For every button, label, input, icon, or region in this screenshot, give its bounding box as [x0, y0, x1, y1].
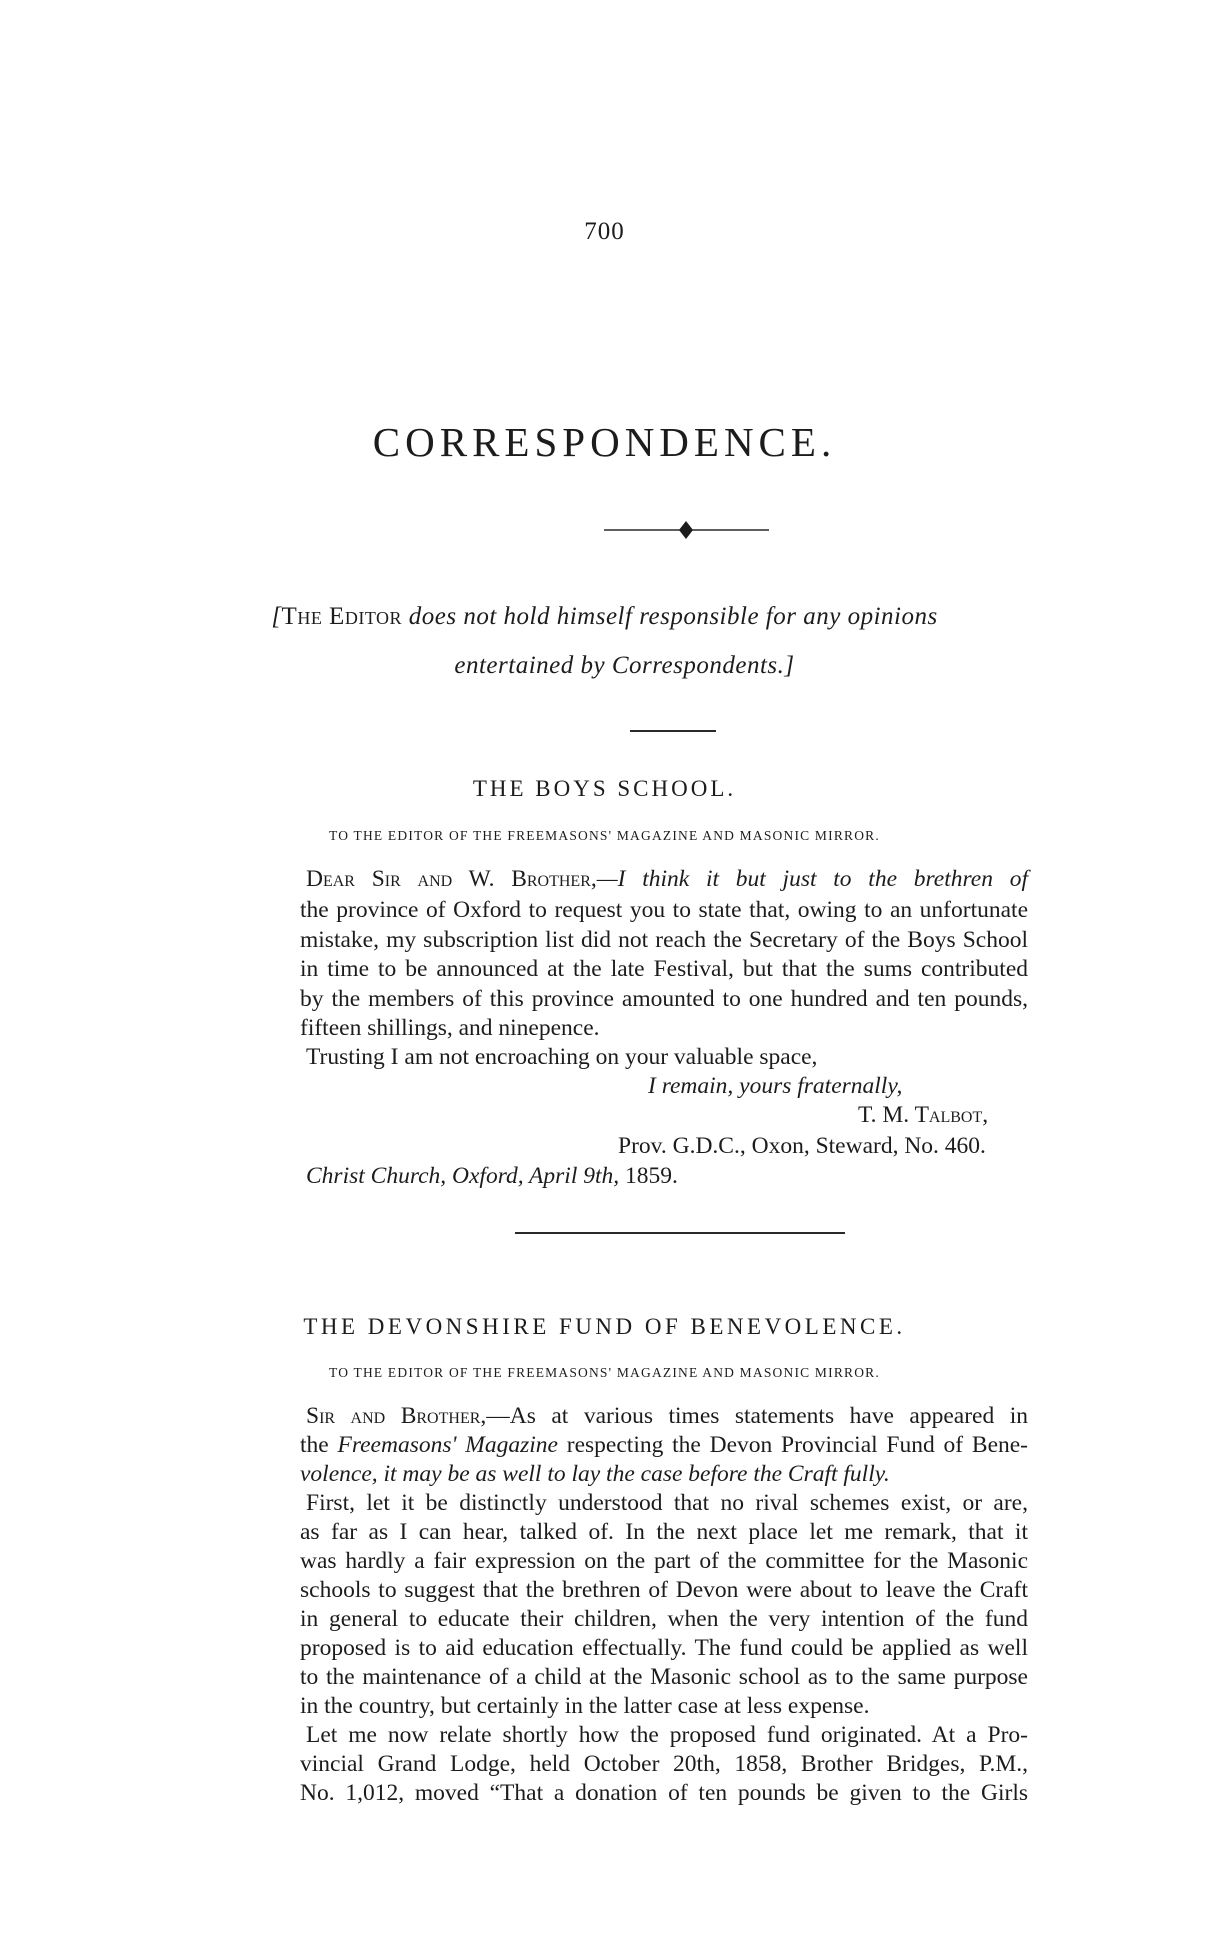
- place-date-line: [306, 1163, 678, 1190]
- letter-address-2: TO THE EDITOR OF THE FREEMASONS' MAGAZINE AND MASONIC MIRROR.: [329, 1365, 880, 1380]
- remain-line: I remain, yours fraternally,: [648, 1073, 903, 1099]
- letter-title-2: THE DEVONSHIRE FUND OF BENEVOLENCE.: [303, 1314, 906, 1339]
- letter-line: to the maintenance of a child at the Masonic school as to the same purpose: [300, 1664, 1028, 1690]
- page-number: 700: [584, 218, 625, 245]
- closing-line: Trusting I am not encroaching on your valuable space,: [306, 1044, 818, 1070]
- salutation: Dear Sir and W. Brother,: [306, 866, 597, 892]
- letter-line: proposed is to aid education effectually. The fund could be applied as well: [300, 1635, 1028, 1661]
- disclaimer-text-2: entertained by Correspondents.: [454, 652, 785, 679]
- disclaimer-line-2: [20, 652, 1209, 680]
- letter-line: schools to suggest that the brethren of Devon were about to leave the Craft: [300, 1577, 1028, 1603]
- letter-line: in time to be announced at the late Festival, but that the sums contributed: [300, 956, 1028, 982]
- signature: T. M. Talbot,: [858, 1102, 989, 1128]
- letter-line: in the country, but certainly in the latter case at less expense.: [300, 1693, 870, 1719]
- letter-line: vincial Grand Lodge, held October 20th, 1858, Brother Bridges, P.M.,: [300, 1751, 1028, 1777]
- letter-line: as far as I can hear, talked of. In the next place let me remark, that it: [300, 1519, 1028, 1545]
- letter-line: Let me now relate shortly how the proposed fund originated. At a Pro-: [306, 1722, 1028, 1748]
- section-heading: CORRESPONDENCE.: [372, 419, 837, 465]
- the-editor-text: The Editor: [281, 603, 403, 630]
- bracket-open: [: [271, 603, 282, 630]
- year: 1859.: [619, 1163, 678, 1189]
- letter-line-text: respecting the Devon Provincial Fund of Bene-: [558, 1432, 1028, 1458]
- signatory-position: Prov. G.D.C., Oxon, Steward, No. 460.: [618, 1133, 986, 1159]
- letter-line: [300, 1432, 1028, 1459]
- letter-line: First, let it be distinctly understood that no rival schemes exist, or are,: [306, 1490, 1028, 1516]
- letter-line-text: —I think it but just to the brethren of: [596, 866, 1028, 892]
- divider-short: [630, 730, 716, 732]
- letter-line: [306, 866, 1028, 893]
- disclaimer-line-1: [0, 603, 1209, 631]
- divider-long: [515, 1232, 845, 1234]
- letter-line-text: —As at various times statements have appeared in: [486, 1403, 1028, 1429]
- diamond-rule-ornament-icon: [604, 518, 769, 542]
- letter-line: fifteen shillings, and ninepence.: [300, 1015, 600, 1041]
- letter-line: was hardly a fair expression on the part of the committee for the Masonic: [300, 1548, 1028, 1574]
- letter-address: TO THE EDITOR OF THE FREEMASONS' MAGAZINE AND MASONIC MIRROR.: [329, 828, 880, 843]
- letter-title: THE BOYS SCHOOL.: [472, 776, 737, 801]
- place-date: Christ Church, Oxford, April 9th,: [306, 1163, 620, 1189]
- letter-line: the province of Oxford to request you to state that, owing to an unfortunate: [300, 897, 1028, 923]
- letter-line: No. 1,012, moved “That a donation of ten pounds be given to the Girls: [300, 1780, 1028, 1806]
- letter-line: volence, it may be as well to lay the case before the Craft fully.: [300, 1461, 890, 1487]
- letter-line: in general to educate their children, when the very intention of the fund: [300, 1606, 1028, 1632]
- salutation-2: Sir and Brother,: [306, 1403, 487, 1429]
- bracket-close: ]: [784, 652, 795, 679]
- letter-line: [306, 1403, 1028, 1430]
- letter-line: mistake, my subscription list did not reach the Secretary of the Boys School: [300, 927, 1028, 953]
- letter-line-text: the: [300, 1432, 338, 1458]
- letter-line: by the members of this province amounted to one hundred and ten pounds,: [300, 986, 1028, 1012]
- disclaimer-text: does not hold himself responsible for any opinions: [402, 603, 938, 630]
- magazine-title: Freemasons' Magazine: [337, 1432, 558, 1458]
